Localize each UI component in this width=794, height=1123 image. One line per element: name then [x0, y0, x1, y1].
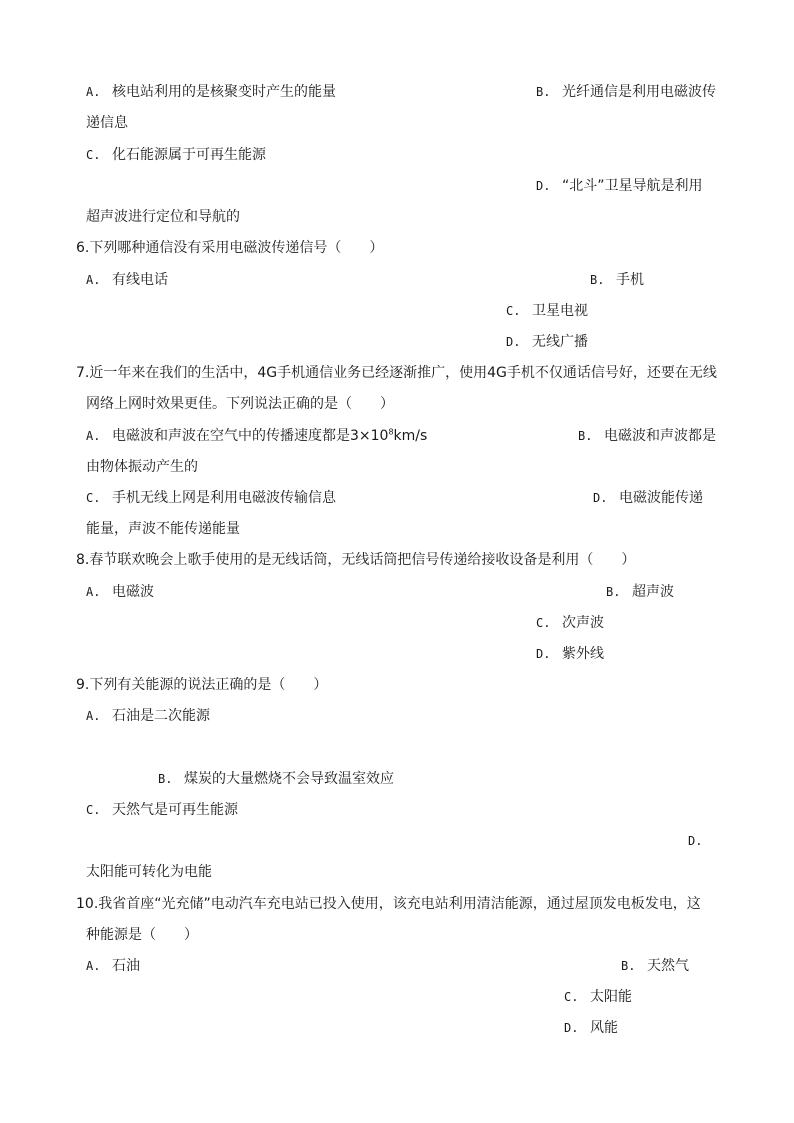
option-letter: D.	[564, 1021, 579, 1035]
option-letter: C.	[536, 616, 551, 630]
option-letter: D.	[506, 335, 521, 349]
option-letter: C.	[506, 304, 521, 318]
option-text: 超声波	[632, 584, 674, 600]
option-letter: A.	[86, 429, 101, 443]
option-letter: A.	[86, 959, 101, 973]
option-text: 煤炭的大量燃烧不会导致温室效应	[184, 771, 394, 787]
option-text-post: km/s	[393, 428, 428, 444]
option-letter: D.	[536, 647, 551, 661]
q8-stem: 8.春节联欢晚会上歌手使用的是无线话筒，无线话筒把信号传递给接收设备是利用（ ）	[76, 552, 636, 568]
q9-option-c	[86, 801, 238, 819]
option-text: 天然气是可再生能源	[112, 802, 238, 818]
option-text: 有线电话	[112, 272, 168, 288]
option-letter: B.	[578, 429, 593, 443]
q7-option-b-continued: 由物体振动产生的	[86, 459, 198, 475]
option-letter: C.	[86, 148, 101, 162]
q10-option-a	[86, 957, 140, 975]
q10-option-d	[564, 1019, 618, 1037]
option-text: 天然气	[647, 958, 689, 974]
option-text: 石油	[112, 958, 140, 974]
option-text: “北斗”卫星导航是利用	[562, 178, 703, 194]
q7-option-d	[593, 489, 703, 507]
q7-stem-line-2: 网络上网时效果更佳。下列说法正确的是（ ）	[86, 396, 394, 412]
q9-option-d-continued: 太阳能可转化为电能	[86, 864, 212, 880]
option-letter: D.	[593, 491, 608, 505]
option-text-pre: 电磁波和声波在空气中的传播速度都是3×10	[112, 428, 389, 444]
q10-option-c	[564, 988, 632, 1006]
option-text: 手机无线上网是利用电磁波传输信息	[112, 490, 336, 506]
q5-option-b	[536, 83, 716, 101]
option-text: 电磁波能传递	[619, 490, 703, 506]
option-letter: A.	[86, 585, 101, 599]
q7-stem-line-1: 7.近一年来在我们的生活中，4G手机通信业务已经逐渐推广，使用4G手机不仅通话信号好，还要在无线	[76, 365, 717, 381]
option-letter: C.	[86, 491, 101, 505]
q6-option-c	[506, 302, 588, 320]
q10-stem-line-2: 种能源是（ ）	[86, 927, 198, 943]
q8-option-b	[606, 583, 674, 601]
option-letter: D.	[688, 834, 703, 848]
q6-option-d	[506, 333, 588, 351]
option-letter: A.	[86, 709, 101, 723]
q5-option-d	[536, 177, 703, 195]
option-text: 卫星电视	[532, 303, 588, 319]
option-text: 手机	[616, 272, 644, 288]
option-text: 电磁波	[112, 584, 154, 600]
option-text: 化石能源属于可再生能源	[112, 147, 266, 163]
q5-option-b-continued: 递信息	[86, 115, 128, 131]
option-letter: B.	[536, 85, 551, 99]
option-letter: B.	[606, 585, 621, 599]
option-letter: B.	[621, 959, 636, 973]
q9-option-d	[688, 832, 714, 850]
q7-option-c	[86, 489, 336, 507]
option-text: 核电站利用的是核聚变时产生的能量	[112, 84, 336, 100]
q10-option-b	[621, 957, 689, 975]
q6-option-b	[590, 271, 644, 289]
option-text: 石油是二次能源	[112, 708, 210, 724]
option-text: 光纤通信是利用电磁波传	[562, 84, 716, 100]
q9-option-b	[158, 770, 394, 788]
q5-option-a	[86, 83, 336, 101]
q7-option-b	[578, 427, 716, 445]
option-text: 电磁波和声波都是	[604, 428, 716, 444]
option-letter: B.	[158, 772, 173, 786]
option-letter: D.	[536, 179, 551, 193]
option-text: 紫外线	[562, 646, 604, 662]
q6-stem: 6.下列哪种通信没有采用电磁波传递信号（ ）	[76, 240, 384, 256]
q8-option-a	[86, 583, 154, 601]
q5-option-c	[86, 146, 266, 164]
q10-stem-line-1: 10.我省首座“光充储”电动汽车充电站已投入使用，该充电站利用清洁能源，通过屋顶发电板发电，这	[76, 896, 701, 912]
q8-option-d	[536, 645, 604, 663]
option-letter: A.	[86, 273, 101, 287]
q7-option-a	[86, 427, 427, 445]
exponent: 8	[388, 427, 394, 437]
option-letter: A.	[86, 85, 101, 99]
q7-option-d-continued: 能量，声波不能传递能量	[86, 521, 240, 537]
option-text: 次声波	[562, 615, 604, 631]
option-text: 无线广播	[532, 334, 588, 350]
option-letter: B.	[590, 273, 605, 287]
option-letter: C.	[86, 803, 101, 817]
q5-option-d-continued: 超声波进行定位和导航的	[86, 209, 240, 225]
q9-option-a	[86, 707, 210, 725]
q9-stem: 9.下列有关能源的说法正确的是（ ）	[76, 677, 328, 693]
option-letter: C.	[564, 990, 579, 1004]
q6-option-a	[86, 271, 168, 289]
q8-option-c	[536, 614, 604, 632]
option-text: 太阳能	[590, 989, 632, 1005]
option-text: 风能	[590, 1020, 618, 1036]
